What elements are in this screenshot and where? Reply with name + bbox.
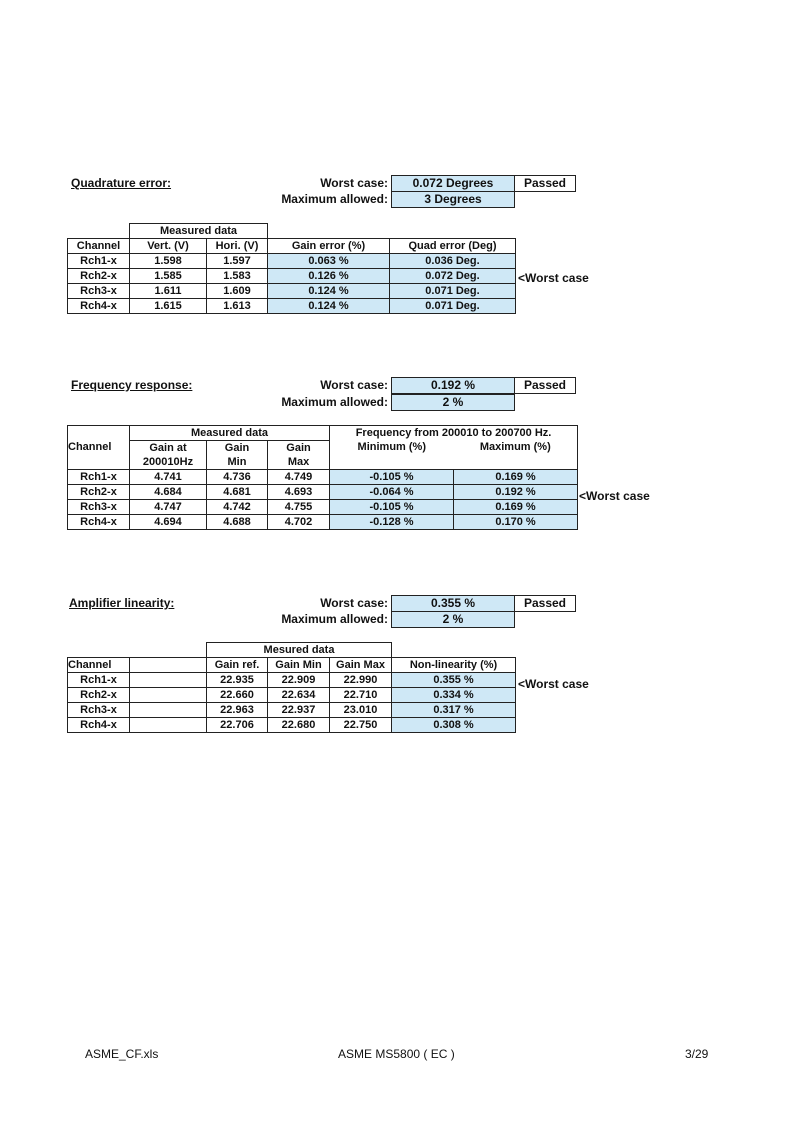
header-cell <box>130 658 207 673</box>
blank-cell <box>130 673 207 688</box>
channel-cell: Rch2-x <box>68 485 130 500</box>
gain-min-cell: 22.909 <box>268 673 330 688</box>
channel-cell: Rch4-x <box>68 515 130 530</box>
header-cell: Channel <box>68 239 130 254</box>
header-cell: Gain ref. <box>207 658 268 673</box>
gain-min-cell: 22.937 <box>268 703 330 718</box>
freq-max-allowed-label: Maximum allowed: <box>281 395 388 409</box>
freq-worst-case-note: <Worst case <box>579 489 650 503</box>
gain-at-cell: 4.747 <box>130 500 207 515</box>
channel-cell: Rch4-x <box>68 299 130 314</box>
freq-table <box>67 425 578 530</box>
header-cell: Quad error (Deg) <box>390 239 516 254</box>
vert-cell: 1.615 <box>130 299 207 314</box>
gain-min-cell: 4.742 <box>207 500 268 515</box>
channel-cell: Rch3-x <box>68 284 130 299</box>
channel-cell: Rch1-x <box>68 254 130 269</box>
footer-page-number: 3/29 <box>685 1047 709 1061</box>
hori-cell: 1.583 <box>207 269 268 284</box>
quad-worst-case-note: <Worst case <box>518 271 589 285</box>
channel-cell: Rch1-x <box>68 470 130 485</box>
gain-max-header-line2: Max <box>268 455 330 470</box>
footer-filename: ASME_CF.xls <box>85 1047 159 1061</box>
freq-channel-header: Channel <box>68 426 130 470</box>
amp-worst-case-value: 0.355 % <box>391 595 515 612</box>
quad-max-allowed-value: 3 Degrees <box>391 191 515 208</box>
table-row <box>68 718 516 733</box>
header-cell: Gain error (%) <box>268 239 390 254</box>
table-row <box>68 688 516 703</box>
gain-at-cell: 4.684 <box>130 485 207 500</box>
freq-status-badge: Passed <box>514 377 576 394</box>
gain-min-header-line1: Gain <box>207 441 268 456</box>
quad-error-cell: 0.036 Deg. <box>390 254 516 269</box>
gain-max-cell: 22.710 <box>330 688 392 703</box>
amp-worst-case-label: Worst case: <box>320 596 388 610</box>
gain-error-cell: 0.124 % <box>268 284 390 299</box>
gain-ref-cell: 22.935 <box>207 673 268 688</box>
table-row <box>68 269 516 284</box>
quad-error-cell: 0.072 Deg. <box>390 269 516 284</box>
header-cell: Non-linearity (%) <box>392 658 516 673</box>
quad-worst-case-label: Worst case: <box>320 176 388 190</box>
gain-min-cell: 22.680 <box>268 718 330 733</box>
quad-status-badge: Passed <box>514 175 576 192</box>
table-row <box>68 485 578 500</box>
table-row <box>68 515 578 530</box>
gain-min-cell: 4.736 <box>207 470 268 485</box>
minimum-cell: -0.105 % <box>330 470 454 485</box>
gain-max-cell: 4.702 <box>268 515 330 530</box>
non-linearity-cell: 0.355 % <box>392 673 516 688</box>
vert-cell: 1.611 <box>130 284 207 299</box>
amp-max-allowed-value: 2 % <box>391 611 515 628</box>
quadrature-error-title: Quadrature error: <box>71 176 172 190</box>
table-row <box>68 500 578 515</box>
amplifier-linearity-title: Amplifier linearity: <box>69 596 175 610</box>
vert-cell: 1.585 <box>130 269 207 284</box>
blank-cell <box>130 703 207 718</box>
header-cell: Gain Max <box>330 658 392 673</box>
gain-at-header-line1: Gain at <box>130 441 207 456</box>
gain-error-cell: 0.126 % <box>268 269 390 284</box>
amp-worst-case-note: <Worst case <box>518 677 589 691</box>
amp-max-allowed-label: Maximum allowed: <box>281 612 388 626</box>
channel-cell: Rch1-x <box>68 673 130 688</box>
frequency-response-title: Frequency response: <box>71 378 193 392</box>
vert-cell: 1.598 <box>130 254 207 269</box>
quad-table <box>67 223 516 314</box>
gain-error-cell: 0.063 % <box>268 254 390 269</box>
table-row <box>68 254 516 269</box>
gain-max-cell: 4.749 <box>268 470 330 485</box>
freq-worst-case-label: Worst case: <box>320 378 388 392</box>
freq-group-header: Measured data <box>130 426 330 441</box>
gain-min-cell: 4.681 <box>207 485 268 500</box>
quad-max-allowed-label: Maximum allowed: <box>281 192 388 206</box>
max-header: Maximum (%) <box>454 441 578 456</box>
min-header: Minimum (%) <box>330 441 454 456</box>
gain-max-cell: 22.990 <box>330 673 392 688</box>
gain-min-cell: 22.634 <box>268 688 330 703</box>
quad-group-header: Measured data <box>130 224 268 239</box>
amp-status-badge: Passed <box>514 595 576 612</box>
gain-max-cell: 4.693 <box>268 485 330 500</box>
gain-at-cell: 4.694 <box>130 515 207 530</box>
blank-cell <box>130 688 207 703</box>
minimum-cell: -0.064 % <box>330 485 454 500</box>
gain-max-cell: 22.750 <box>330 718 392 733</box>
maximum-cell: 0.170 % <box>454 515 578 530</box>
gain-max-cell: 23.010 <box>330 703 392 718</box>
amp-header-row <box>68 658 516 673</box>
maximum-cell: 0.169 % <box>454 500 578 515</box>
gain-min-header-line2: Min <box>207 455 268 470</box>
channel-cell: Rch2-x <box>68 269 130 284</box>
minimum-cell: -0.105 % <box>330 500 454 515</box>
freq-worst-case-value: 0.192 % <box>391 377 515 394</box>
gain-ref-cell: 22.706 <box>207 718 268 733</box>
table-row <box>68 284 516 299</box>
quad-worst-case-value: 0.072 Degrees <box>391 175 515 192</box>
hori-cell: 1.613 <box>207 299 268 314</box>
header-cell: Channel <box>68 658 130 673</box>
table-row <box>68 673 516 688</box>
header-cell: Vert. (V) <box>130 239 207 254</box>
table-row <box>68 470 578 485</box>
gain-ref-cell: 22.963 <box>207 703 268 718</box>
freq-max-allowed-value: 2 % <box>391 394 515 411</box>
footer-document-title: ASME MS5800 ( EC ) <box>338 1047 455 1061</box>
channel-cell: Rch4-x <box>68 718 130 733</box>
gain-min-cell: 4.688 <box>207 515 268 530</box>
channel-cell: Rch3-x <box>68 703 130 718</box>
channel-cell: Rch2-x <box>68 688 130 703</box>
blank-cell <box>130 718 207 733</box>
minimum-cell: -0.128 % <box>330 515 454 530</box>
maximum-cell: 0.169 % <box>454 470 578 485</box>
gain-at-cell: 4.741 <box>130 470 207 485</box>
non-linearity-cell: 0.334 % <box>392 688 516 703</box>
amp-table <box>67 642 516 733</box>
quad-header-row <box>68 239 516 254</box>
gain-max-header-line1: Gain <box>268 441 330 456</box>
table-row <box>68 703 516 718</box>
quad-error-cell: 0.071 Deg. <box>390 299 516 314</box>
freq-range-header: Frequency from 200010 to 200700 Hz. <box>330 426 578 441</box>
quad-error-cell: 0.071 Deg. <box>390 284 516 299</box>
non-linearity-cell: 0.317 % <box>392 703 516 718</box>
non-linearity-cell: 0.308 % <box>392 718 516 733</box>
gain-max-cell: 4.755 <box>268 500 330 515</box>
table-row <box>68 299 516 314</box>
hori-cell: 1.609 <box>207 284 268 299</box>
gain-at-header-line2: 200010Hz <box>130 455 207 470</box>
hori-cell: 1.597 <box>207 254 268 269</box>
amp-group-header: Mesured data <box>207 643 392 658</box>
gain-ref-cell: 22.660 <box>207 688 268 703</box>
header-cell: Gain Min <box>268 658 330 673</box>
maximum-cell: 0.192 % <box>454 485 578 500</box>
channel-cell: Rch3-x <box>68 500 130 515</box>
gain-error-cell: 0.124 % <box>268 299 390 314</box>
header-cell: Hori. (V) <box>207 239 268 254</box>
